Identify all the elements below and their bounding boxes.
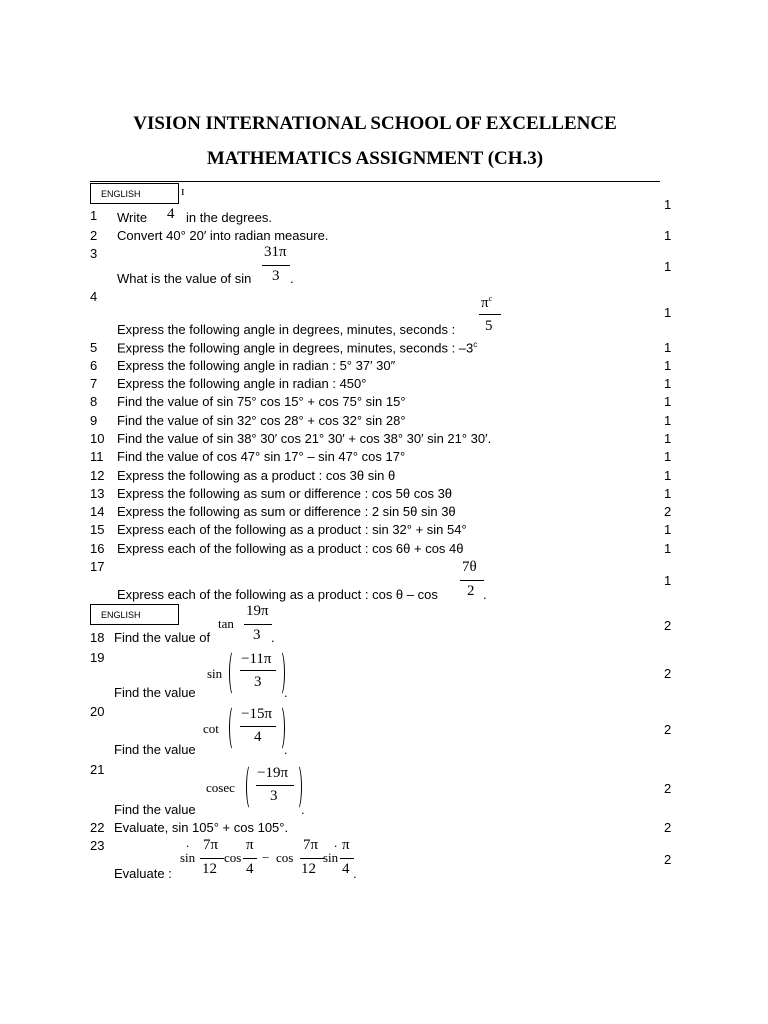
- question-number: 16: [90, 541, 105, 556]
- marks: 2: [664, 618, 672, 633]
- section-label-box: ENGLISH: [90, 183, 179, 204]
- fraction-bar: [256, 785, 294, 786]
- question-text: Express the following as sum or difference : 2 sin 5θ sin 3θ: [117, 504, 456, 519]
- question-text: Express each of the following as a product : cos θ – cos: [117, 587, 438, 602]
- marks: 1: [664, 376, 672, 391]
- function-name: sin: [323, 850, 339, 865]
- marks: 1: [664, 413, 672, 428]
- fraction-denominator: 4: [246, 861, 254, 877]
- fraction-denominator: 5: [485, 318, 493, 334]
- question-number: 19: [90, 650, 105, 665]
- marks: 2: [664, 722, 672, 737]
- marks: 2: [664, 781, 672, 796]
- cursor-glyph: ɪ: [181, 183, 185, 198]
- fraction-numerator: 7π: [203, 837, 219, 853]
- question-number: 18: [90, 630, 105, 645]
- marks: 1: [664, 573, 672, 588]
- marks: 1: [664, 431, 672, 446]
- question-number: 13: [90, 486, 105, 501]
- fraction-denominator: 4: [254, 729, 262, 745]
- question-text: Evaluate, sin 105° + cos 105°.: [114, 820, 289, 835]
- question-text: Express the following angle in radian : 450°: [117, 376, 367, 391]
- fraction-bar: [240, 670, 276, 671]
- punctuation: .: [284, 685, 288, 700]
- marks: 1: [664, 305, 672, 320]
- marks: 1: [664, 197, 672, 212]
- question-number: 2: [90, 228, 98, 243]
- question-number: 15: [90, 522, 105, 537]
- fraction-numerator: π: [342, 837, 350, 853]
- question-text: Find the value: [114, 802, 196, 817]
- fraction-denominator: 3: [254, 674, 262, 690]
- fraction-bar: [479, 314, 501, 315]
- question-text: Find the value of sin 75° cos 15° + cos 75° sin 15°: [117, 394, 406, 409]
- function-name: sin: [180, 850, 196, 865]
- question-text: Find the value of sin 32° cos 28° + cos 32° sin 28°: [117, 413, 406, 428]
- question-number: 5: [90, 340, 98, 355]
- question-text: Find the value: [114, 742, 196, 757]
- dot-operator: .: [186, 835, 190, 850]
- question-text: Express the following as a product : cos 3θ sin θ: [117, 468, 396, 483]
- question-text: Write: [117, 210, 148, 225]
- fraction-bar: [262, 265, 290, 266]
- function-name: cos: [276, 850, 294, 865]
- marks: 1: [664, 340, 672, 355]
- fraction-bar: [243, 858, 257, 859]
- question-number: 4: [90, 289, 98, 304]
- left-paren: [229, 650, 238, 696]
- fraction-denominator: 3: [253, 627, 261, 643]
- fraction-denominator: 3: [270, 788, 278, 804]
- question-text: Express the following angle in radian : 5° 37′ 30″: [117, 358, 396, 373]
- question-number: 10: [90, 431, 105, 446]
- question-number: 22: [90, 820, 105, 835]
- marks: 1: [664, 449, 672, 464]
- question-text: Express the following angle in degrees, minutes, seconds :: [117, 322, 456, 337]
- question-text: Find the value of cos 47° sin 17° – sin 47° cos 17°: [117, 449, 406, 464]
- marks: 2: [664, 504, 672, 519]
- marks: 2: [664, 666, 672, 681]
- fraction-bar: [300, 858, 324, 859]
- fraction-numerator: 7θ: [462, 559, 477, 575]
- question-text: Convert 40° 20′ into radian measure.: [117, 228, 329, 243]
- marks: 1: [664, 358, 672, 373]
- question-number: 8: [90, 394, 98, 409]
- marks: 1: [664, 522, 672, 537]
- left-paren: [229, 705, 238, 751]
- question-text: Express each of the following as a product : cos 6θ + cos 4θ: [117, 541, 464, 556]
- fraction-numerator: π: [246, 837, 254, 853]
- question-number: 11: [90, 449, 104, 464]
- question-text: Find the value: [114, 685, 196, 700]
- question-number: 12: [90, 468, 105, 483]
- marks: 1: [664, 228, 672, 243]
- question-number: 9: [90, 413, 98, 428]
- fraction-numerator: $\pi^c$: [481, 294, 493, 311]
- function-name: cosec: [206, 780, 235, 795]
- fraction-denominator: 2: [467, 583, 475, 599]
- marks: 1: [664, 541, 672, 556]
- fraction-numerator: 19π: [246, 603, 269, 619]
- question-text: Express the following as sum or difference : cos 5θ cos 3θ: [117, 486, 453, 501]
- fraction-denominator: 4: [167, 206, 175, 222]
- function-name: cot: [203, 721, 219, 736]
- marks: 2: [664, 820, 672, 835]
- function-name: sin: [207, 666, 223, 681]
- question-number: 6: [90, 358, 98, 373]
- fraction-numerator: 31π: [264, 244, 287, 260]
- marks: 2: [664, 852, 672, 867]
- question-text: Express the following angle in degrees, minutes, seconds : –3$^c$: [117, 340, 478, 356]
- fraction-numerator: −19π: [257, 765, 289, 781]
- fraction-denominator: 12: [301, 861, 316, 877]
- question-number: 3: [90, 246, 98, 261]
- question-text: Express each of the following as a product : sin 32° + sin 54°: [117, 522, 467, 537]
- fraction-bar: [244, 624, 272, 625]
- function-name: cos: [224, 850, 242, 865]
- question-text: Find the value of: [114, 630, 211, 645]
- marks: 1: [664, 394, 672, 409]
- assignment-title: MATHEMATICS ASSIGNMENT (CH.3): [206, 148, 544, 169]
- question-number: 21: [90, 762, 105, 777]
- question-number: 14: [90, 504, 105, 519]
- punctuation: .: [284, 742, 288, 757]
- fraction-bar: [340, 858, 354, 859]
- fraction-numerator: −15π: [241, 706, 273, 722]
- fraction-denominator: 3: [272, 268, 280, 284]
- fraction-numerator: 7π: [303, 837, 319, 853]
- marks: 1: [664, 486, 672, 501]
- section-label-box: ENGLISH: [90, 604, 179, 625]
- marks: 1: [664, 468, 672, 483]
- fraction-numerator: −11π: [241, 651, 272, 667]
- fraction-bar: [460, 580, 484, 581]
- question-text: Find the value of sin 38° 30′ cos 21° 30′ + cos 38° 30′ sin 21° 30′.: [117, 431, 492, 446]
- punctuation: .: [290, 271, 294, 286]
- punctuation: .: [301, 802, 305, 817]
- left-paren: [246, 764, 255, 810]
- question-text: What is the value of sin: [117, 271, 252, 286]
- punctuation: .: [353, 866, 357, 881]
- question-text: in the degrees.: [186, 210, 273, 225]
- minus-sign: −: [262, 850, 270, 865]
- punctuation: .: [271, 630, 275, 645]
- question-number: 7: [90, 376, 98, 391]
- fraction-bar: [200, 858, 224, 859]
- fraction-bar: [240, 726, 276, 727]
- question-number: 1: [90, 208, 98, 223]
- school-name: VISION INTERNATIONAL SCHOOL OF EXCELLENCE: [133, 113, 617, 134]
- fraction-denominator: 4: [342, 861, 350, 877]
- punctuation: .: [483, 587, 487, 602]
- question-number: 23: [90, 838, 105, 853]
- marks: 1: [664, 259, 672, 274]
- question-text: Evaluate :: [114, 866, 172, 881]
- function-name: tan: [218, 616, 234, 631]
- question-number: 17: [90, 559, 105, 574]
- fraction-denominator: 12: [202, 861, 217, 877]
- dot-operator: .: [334, 835, 338, 850]
- header-rule: [90, 181, 660, 182]
- question-number: 20: [90, 704, 105, 719]
